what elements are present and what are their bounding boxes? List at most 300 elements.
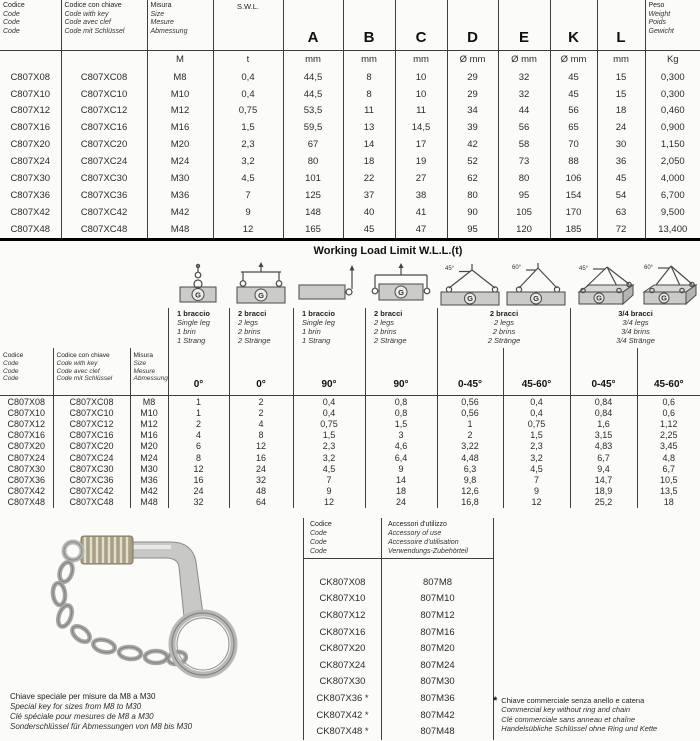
table-cell: 807M16	[382, 624, 494, 641]
load-label: G	[533, 294, 539, 304]
table-cell: 2,050	[645, 153, 700, 170]
table-cell: 4,83	[570, 441, 637, 452]
codice-con-chiave-header-lines	[54, 348, 130, 383]
three-four-legs-45-icon	[571, 262, 635, 306]
table-cell: CK807X30	[319, 676, 366, 688]
table-row	[0, 396, 700, 408]
misura-header-lines	[131, 348, 168, 383]
text-line: 1 braccio	[302, 309, 335, 318]
table-cell: M12	[147, 103, 213, 120]
leg-group-single-0	[168, 308, 229, 348]
text-line: 2 brins	[374, 327, 397, 336]
text-line: 2 legs	[493, 318, 514, 327]
table-cell: 1	[168, 407, 229, 418]
table-cell	[61, 51, 147, 69]
table-row	[0, 170, 700, 187]
table-cell: 0,4	[213, 69, 283, 86]
dimensions-rows	[0, 69, 700, 238]
table-cell: 0,300	[645, 69, 700, 86]
table-cell: CK807X48 *	[316, 726, 369, 738]
wll-rows	[0, 396, 700, 509]
text-line: Mesure	[133, 367, 156, 375]
table-cell: 24	[597, 119, 645, 136]
table-cell: 2	[229, 396, 293, 408]
dim-l-header: L	[597, 0, 645, 51]
table-cell: 0,900	[645, 119, 700, 136]
table-cell: 14,7	[570, 474, 637, 485]
table-cell: 154	[550, 187, 597, 204]
text-line: Code	[3, 375, 19, 383]
table-cell: 6	[168, 441, 229, 452]
text-line: Code	[310, 548, 327, 555]
table-cell: 0,8	[365, 396, 437, 408]
single-leg-0-icon	[176, 262, 220, 306]
text-line: 3/4 legs	[622, 318, 649, 327]
table-cell: 3	[365, 430, 437, 441]
table-cell: 7	[293, 474, 365, 485]
table-cell: M8	[147, 69, 213, 86]
table-cell: 0,4	[503, 396, 570, 408]
table-cell: C807XC24	[61, 153, 147, 170]
table-cell: 807M10	[382, 591, 494, 608]
table-cell: C807X24	[7, 452, 46, 463]
table-row	[0, 418, 700, 429]
table-cell: 14	[343, 136, 395, 153]
table-cell: C807X20	[7, 441, 46, 452]
special-key-note	[10, 692, 192, 732]
table-cell: 45	[597, 170, 645, 187]
text-line: 1 brin	[302, 327, 321, 336]
table-cell: 24	[365, 497, 437, 508]
table-cell: M20	[147, 136, 213, 153]
table-cell: 95	[447, 221, 498, 238]
two-legs-90-icon	[369, 262, 433, 306]
table-cell: M20	[130, 441, 168, 452]
leg-group-double-0	[229, 308, 293, 348]
table-cell: M30	[130, 463, 168, 474]
table-cell: CK807X42 *	[316, 709, 369, 721]
dimensions-table-header	[0, 0, 700, 51]
table-cell: 56	[498, 119, 550, 136]
table-cell: 125	[283, 187, 343, 204]
table-cell: C807XC48	[61, 221, 147, 238]
load-label: G	[258, 290, 264, 300]
table-cell: C807XC08	[61, 69, 147, 86]
load-label: G	[661, 293, 667, 303]
table-cell: 6,3	[437, 463, 503, 474]
table-cell: 9,8	[437, 474, 503, 485]
table-cell: 8	[168, 452, 229, 463]
table-cell: 1,5	[503, 430, 570, 441]
table-cell: 24	[229, 463, 293, 474]
table-cell: 807M36	[382, 690, 494, 707]
text-line: Codice	[310, 521, 332, 528]
section-divider	[0, 238, 700, 241]
text-line: Poids	[648, 19, 667, 26]
table-cell: 12	[213, 221, 283, 238]
table-cell: 12,6	[437, 486, 503, 497]
table-cell: 7	[213, 187, 283, 204]
table-cell: 6,4	[365, 452, 437, 463]
asterisk-symbol: *	[493, 695, 498, 707]
table-cell: t	[213, 51, 283, 69]
table-cell: 12	[168, 463, 229, 474]
table-cell: Kg	[645, 51, 700, 69]
table-cell: 101	[283, 170, 343, 187]
table-cell: 34	[447, 103, 498, 120]
angle-label: 45°	[445, 266, 455, 272]
text-line: Misura	[150, 2, 172, 9]
table-cell: C807X42	[10, 207, 51, 218]
text-line: 1 braccio	[177, 309, 210, 318]
table-row	[0, 221, 700, 238]
table-cell: 807M48	[382, 723, 494, 740]
text-line: Codice	[3, 2, 25, 9]
table-cell: C807XC42	[53, 486, 130, 497]
table-cell: 3,2	[293, 452, 365, 463]
text-line: Peso	[648, 2, 665, 9]
dim-k-header: K	[550, 0, 597, 51]
table-cell: 45	[343, 221, 395, 238]
table-cell: Ø mm	[498, 51, 550, 69]
table-cell: 9	[365, 463, 437, 474]
text-line: 2 legs	[238, 318, 259, 327]
table-cell: 73	[498, 153, 550, 170]
table-cell: 2	[168, 418, 229, 429]
text-line: 2 bracci	[238, 309, 267, 318]
table-cell: 1,5	[213, 119, 283, 136]
units-row	[0, 51, 700, 69]
table-cell: M10	[147, 86, 213, 103]
dim-a-header: A	[283, 0, 343, 51]
table-cell: 4,48	[437, 452, 503, 463]
dim-d-header: D	[447, 0, 498, 51]
angle-90-double-header: 90°	[365, 348, 437, 396]
table-row	[304, 591, 494, 608]
table-cell: M24	[147, 153, 213, 170]
accessories-rows	[304, 574, 494, 740]
angle-0-45-34-header: 0-45°	[570, 348, 637, 396]
table-row	[0, 204, 700, 221]
table-cell: 0,75	[213, 103, 283, 120]
angle-90-single-header: 90°	[293, 348, 365, 396]
table-cell: 16	[229, 452, 293, 463]
three-four-legs-60-icon	[638, 262, 698, 306]
table-cell: 18	[365, 486, 437, 497]
special-key-photo	[25, 518, 265, 690]
table-cell: 52	[447, 153, 498, 170]
table-cell: C807XC12	[53, 418, 130, 429]
text-line: 2 bracci	[489, 309, 519, 318]
table-cell: 9,4	[570, 463, 637, 474]
load-label: G	[398, 287, 404, 297]
text-line: Code with key	[56, 359, 98, 367]
table-spacer	[304, 559, 494, 574]
table-cell: CK807X24	[319, 659, 366, 671]
load-label: G	[195, 290, 201, 300]
text-line: 2 legs	[374, 318, 395, 327]
text-line: Chiave speciale per misure da M8 a M30	[10, 692, 156, 701]
text-line: Code	[310, 530, 327, 537]
misura-header	[147, 0, 213, 51]
wll-table	[0, 348, 700, 508]
table-cell: M8	[130, 396, 168, 408]
table-row	[0, 407, 700, 418]
table-row	[304, 574, 494, 591]
table-cell: 807M30	[382, 674, 494, 691]
table-row	[0, 474, 700, 485]
load-label: G	[596, 293, 602, 303]
table-cell: 9	[503, 486, 570, 497]
table-cell: C807X16	[7, 430, 46, 441]
codice-header	[0, 348, 53, 396]
table-cell: C807X08	[7, 396, 46, 407]
text-line: Abmessung	[133, 375, 168, 383]
table-cell: 2,3	[293, 441, 365, 452]
table-cell: 14	[365, 474, 437, 485]
table-cell: 15	[597, 86, 645, 103]
wll-title: Working Load Limit W.L.L.(t)	[313, 245, 463, 257]
table-row	[0, 497, 700, 508]
table-cell: 47	[395, 221, 447, 238]
table-cell: C807X30	[10, 173, 51, 185]
table-cell: 10	[395, 86, 447, 103]
text-line: 3/4 brins	[621, 327, 650, 336]
table-cell: 0,4	[503, 407, 570, 418]
table-cell: M48	[130, 497, 168, 508]
table-cell: 90	[447, 204, 498, 221]
table-row	[0, 136, 700, 153]
table-cell: 0,300	[645, 86, 700, 103]
table-cell: 16,8	[437, 497, 503, 508]
table-cell: C807XC30	[53, 463, 130, 474]
table-cell: M48	[147, 221, 213, 238]
table-cell: 80	[283, 153, 343, 170]
text-line: 3/4 Stränge	[616, 336, 655, 345]
table-cell: C807XC42	[61, 204, 147, 221]
table-cell: 45	[550, 69, 597, 86]
table-cell: 4	[229, 418, 293, 429]
text-line: Chiave commerciale senza anello e catena	[501, 696, 645, 705]
text-line: Codice	[3, 352, 24, 359]
codice-header-lines	[0, 0, 61, 36]
table-cell: 807M8	[382, 574, 494, 591]
table-cell: mm	[395, 51, 447, 69]
text-line: Commercial key without ring and chain	[501, 705, 631, 715]
table-cell: C807X30	[7, 463, 46, 474]
table-cell: C807X08	[10, 71, 51, 83]
text-line: 1 Strang	[177, 336, 206, 345]
text-line: Size	[150, 10, 165, 18]
table-cell: 10	[395, 69, 447, 86]
table-cell: C807XC24	[53, 452, 130, 463]
table-cell: 22	[343, 170, 395, 187]
table-cell: C807XC36	[53, 474, 130, 485]
accessories-use-header	[382, 518, 494, 559]
text-line: 3/4 bracci	[618, 309, 653, 318]
table-cell: 1	[437, 418, 503, 429]
table-cell: 9,500	[645, 204, 700, 221]
table-cell: M16	[130, 430, 168, 441]
table-cell: C807X12	[7, 418, 46, 429]
accessories-table	[303, 518, 494, 740]
table-cell: 807M24	[382, 657, 494, 674]
text-line: Abmessung	[150, 27, 188, 35]
table-cell: 65	[550, 119, 597, 136]
text-line: Code	[3, 367, 19, 375]
table-cell: 32	[229, 474, 293, 485]
table-cell: 67	[283, 136, 343, 153]
table-cell: 59,5	[283, 119, 343, 136]
table-cell: 0,4	[293, 396, 365, 408]
table-cell: C807XC36	[61, 187, 147, 204]
text-line: Accessoire d'utilisation	[388, 539, 459, 546]
table-cell: 12	[503, 497, 570, 508]
table-cell: M24	[130, 452, 168, 463]
angle-0-45-header: 0-45°	[437, 348, 503, 396]
table-cell: 37	[343, 187, 395, 204]
single-leg-90-icon	[297, 262, 361, 306]
text-line: 2 Stränge	[238, 336, 271, 345]
swl-header: S.W.L.	[213, 0, 283, 51]
table-cell: 95	[498, 187, 550, 204]
table-cell: 4,8	[637, 452, 700, 463]
table-row	[304, 690, 494, 707]
table-cell: 0,75	[293, 418, 365, 429]
two-legs-0-icon	[233, 262, 289, 306]
dim-b-header: B	[343, 0, 395, 51]
table-cell: CK807X10	[319, 593, 366, 605]
table-row	[304, 640, 494, 657]
table-cell: 1,6	[570, 418, 637, 429]
text-line: 2 Stränge	[374, 336, 407, 345]
table-cell: 54	[597, 187, 645, 204]
text-line: Code	[3, 19, 20, 26]
table-cell: 2,3	[213, 136, 283, 153]
leg-group-double-angle	[437, 308, 570, 348]
table-cell: 807M42	[382, 707, 494, 724]
table-cell: Ø mm	[447, 51, 498, 69]
table-cell: C807XC30	[61, 170, 147, 187]
text-line: Codice con chiave	[56, 352, 110, 359]
text-line: Misura	[133, 352, 154, 359]
table-cell: 44,5	[283, 69, 343, 86]
commercial-key-note-lines	[501, 696, 657, 733]
table-cell: 38	[395, 187, 447, 204]
table-cell: M	[147, 51, 213, 69]
table-cell: 12	[293, 497, 365, 508]
table-cell: mm	[343, 51, 395, 69]
table-cell: 3,15	[570, 430, 637, 441]
table-row	[304, 624, 494, 641]
text-line: Code	[3, 359, 19, 367]
table-cell: 1,12	[637, 418, 700, 429]
table-cell: 4,5	[503, 463, 570, 474]
text-line: Code avec clef	[56, 367, 100, 375]
table-cell: C807XC10	[53, 407, 130, 418]
angle-0-double-header: 0°	[229, 348, 293, 396]
table-cell: C807XC20	[53, 441, 130, 452]
commercial-key-note	[493, 696, 698, 733]
text-line: Handelsübliche Schlüssel ohne Ring und Kette	[501, 723, 658, 733]
table-cell: 45	[550, 86, 597, 103]
accessories-spacer	[304, 559, 494, 574]
table-cell: 3,45	[637, 441, 700, 452]
table-cell: 0,8	[365, 407, 437, 418]
table-cell: 2,3	[503, 441, 570, 452]
table-cell: 18	[343, 153, 395, 170]
table-cell: 32	[498, 86, 550, 103]
table-cell: 0,4	[213, 86, 283, 103]
table-cell: 3,22	[437, 441, 503, 452]
table-cell: 1,5	[293, 430, 365, 441]
text-line: Code avec clef	[64, 19, 111, 26]
table-row	[0, 187, 700, 204]
table-cell: 25,2	[570, 497, 637, 508]
table-cell: 32	[498, 69, 550, 86]
table-cell: 0,460	[645, 103, 700, 120]
table-cell: 106	[550, 170, 597, 187]
table-cell: CK807X36 *	[316, 692, 369, 704]
accessories-codice-header	[304, 518, 382, 559]
table-cell: C807XC16	[53, 430, 130, 441]
codice-con-chiave-header	[53, 348, 130, 396]
table-cell: 2,25	[637, 430, 700, 441]
table-cell: 70	[550, 136, 597, 153]
text-line: 2 brins	[238, 327, 261, 336]
table-cell: 165	[283, 221, 343, 238]
text-line: Codice con chiave	[64, 2, 122, 9]
text-line: Size	[133, 359, 147, 367]
table-cell: M16	[147, 119, 213, 136]
table-cell: 41	[395, 204, 447, 221]
dim-e-header: E	[498, 0, 550, 51]
text-line: 2 Stränge	[487, 336, 521, 345]
leg-group-single-90	[293, 308, 365, 348]
table-cell: 80	[447, 187, 498, 204]
table-row	[0, 153, 700, 170]
table-cell: C807X24	[10, 156, 51, 168]
table-row	[0, 119, 700, 136]
text-line: Clé spéciale pour mesures de M8 a M30	[10, 712, 154, 721]
table-cell: 44	[498, 103, 550, 120]
table-cell: 9	[213, 204, 283, 221]
text-line: Clé commerciale sans anneau et chaîne	[501, 714, 636, 724]
table-cell: 17	[395, 136, 447, 153]
table-cell: 148	[283, 204, 343, 221]
table-cell: CK807X12	[319, 609, 366, 621]
table-cell: 0,56	[437, 396, 503, 408]
table-cell: C807X48	[10, 223, 51, 235]
table-cell: 12	[229, 441, 293, 452]
table-cell: C807X16	[10, 122, 51, 134]
table-cell: 8	[343, 69, 395, 86]
table-cell: 15	[597, 69, 645, 86]
table-cell: 18	[637, 497, 700, 508]
angle-label: 60°	[644, 265, 654, 271]
text-line: Code mit Schlüssel	[64, 27, 125, 35]
table-cell: 11	[395, 103, 447, 120]
table-cell: CK807X08	[319, 576, 366, 588]
table-cell: 3,2	[503, 452, 570, 463]
text-line: Code mit Schlüssel	[56, 375, 113, 383]
table-cell: 13	[343, 119, 395, 136]
table-cell: 32	[168, 497, 229, 508]
table-cell: C807X42	[7, 486, 46, 497]
table-cell: 0,56	[437, 407, 503, 418]
text-line: Verwendungs-Zubehörteil	[388, 548, 468, 555]
table-cell: 8	[343, 86, 395, 103]
